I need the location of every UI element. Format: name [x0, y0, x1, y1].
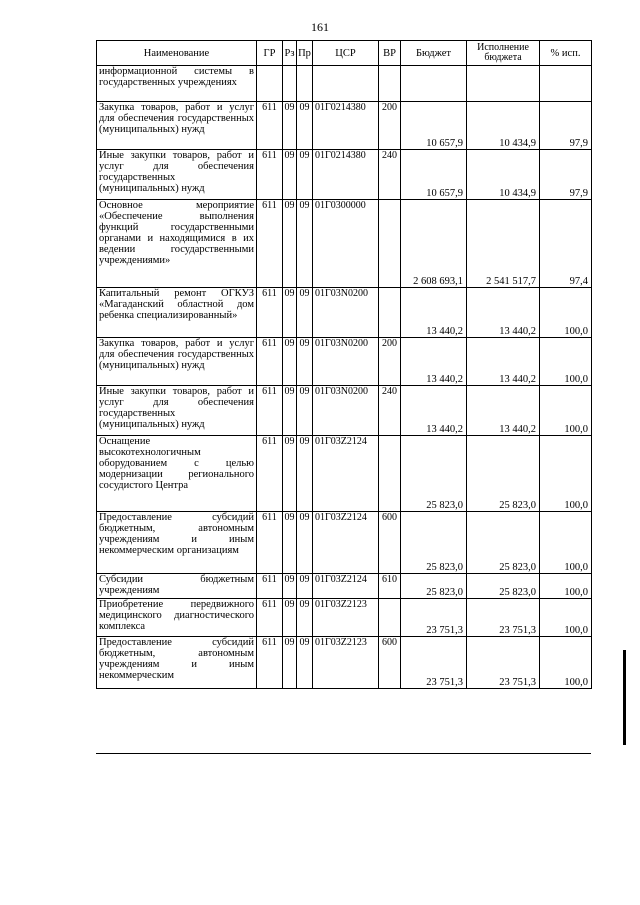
row-percent: 100,0	[540, 637, 592, 689]
row-budget: 13 440,2	[401, 386, 467, 436]
row-gr: 611	[257, 637, 283, 689]
table-header-row	[97, 41, 592, 66]
row-rz: 09	[283, 150, 297, 200]
row-csr: 01Г03Z2124	[313, 436, 379, 512]
header-percent: % исп.	[540, 41, 592, 66]
row-vr	[379, 288, 401, 338]
row-csr: 01Г03N0200	[313, 386, 379, 436]
row-name: Иные закупки товаров, работ и услуг для обеспечения государственных (муниципальных) нужд	[97, 386, 257, 436]
row-budget: 13 440,2	[401, 288, 467, 338]
row-rz: 09	[283, 574, 297, 599]
row-gr: 611	[257, 386, 283, 436]
row-execution: 23 751,3	[467, 637, 540, 689]
row-pr: 09	[297, 637, 313, 689]
row-budget: 25 823,0	[401, 574, 467, 599]
row-budget	[401, 66, 467, 102]
row-csr: 01Г03Z2124	[313, 512, 379, 574]
row-execution: 10 434,9	[467, 102, 540, 150]
row-percent	[540, 66, 592, 102]
row-pr: 09	[297, 386, 313, 436]
row-gr: 611	[257, 102, 283, 150]
table-row	[97, 150, 592, 200]
row-name: Иные закупки товаров, работ и услуг для обеспечения государственных (муниципальных) нужд	[97, 150, 257, 200]
row-execution: 10 434,9	[467, 150, 540, 200]
row-vr	[379, 200, 401, 288]
table-row	[97, 599, 592, 637]
row-percent: 100,0	[540, 574, 592, 599]
row-pr	[297, 66, 313, 102]
header-gr: ГР	[257, 41, 283, 66]
row-percent: 100,0	[540, 512, 592, 574]
row-execution: 25 823,0	[467, 574, 540, 599]
row-pr: 09	[297, 512, 313, 574]
row-rz: 09	[283, 512, 297, 574]
row-percent: 97,9	[540, 102, 592, 150]
row-execution: 13 440,2	[467, 386, 540, 436]
row-name: Закупка товаров, работ и услуг для обеспечения государственных (муниципальных) нужд	[97, 102, 257, 150]
budget-table	[96, 40, 592, 689]
table-row	[97, 288, 592, 338]
row-gr: 611	[257, 288, 283, 338]
row-gr: 611	[257, 200, 283, 288]
row-name: Основное мероприятие «Обеспечение выполнения функций государственными органами и находящимися в их ведении государственными учреждениями»	[97, 200, 257, 288]
row-rz: 09	[283, 637, 297, 689]
table-row	[97, 66, 592, 102]
row-budget: 10 657,9	[401, 150, 467, 200]
row-name: Капитальный ремонт ОГКУЗ «Магаданский областной дом ребенка специализированный»	[97, 288, 257, 338]
row-rz: 09	[283, 386, 297, 436]
margin-mark	[623, 650, 626, 745]
row-gr: 611	[257, 599, 283, 637]
row-pr: 09	[297, 200, 313, 288]
row-gr: 611	[257, 150, 283, 200]
row-name: Оснащение высокотехнологичным оборудованием с целью модернизации регионального сосудистого Центра	[97, 436, 257, 512]
header-vr: ВР	[379, 41, 401, 66]
row-csr: 01Г03Z2123	[313, 637, 379, 689]
row-gr: 611	[257, 512, 283, 574]
row-vr	[379, 66, 401, 102]
row-name: Закупка товаров, работ и услуг для обеспечения государственных (муниципальных) нужд	[97, 338, 257, 386]
row-vr: 600	[379, 512, 401, 574]
row-pr: 09	[297, 574, 313, 599]
table-row	[97, 200, 592, 288]
row-rz: 09	[283, 288, 297, 338]
row-pr: 09	[297, 338, 313, 386]
row-gr: 611	[257, 338, 283, 386]
row-budget: 23 751,3	[401, 599, 467, 637]
row-budget: 25 823,0	[401, 512, 467, 574]
row-name: Субсидии бюджетным учреждениям	[97, 574, 257, 599]
row-rz: 09	[283, 436, 297, 512]
page-number: 161	[311, 20, 329, 34]
row-rz: 09	[283, 200, 297, 288]
row-rz	[283, 66, 297, 102]
row-vr: 200	[379, 102, 401, 150]
row-pr: 09	[297, 150, 313, 200]
row-percent: 100,0	[540, 386, 592, 436]
row-pr: 09	[297, 436, 313, 512]
row-vr: 240	[379, 150, 401, 200]
row-execution: 13 440,2	[467, 288, 540, 338]
row-csr: 01Г0214380	[313, 102, 379, 150]
row-name: Приобретение передвижного медицинского диагностического комплекса	[97, 599, 257, 637]
row-vr: 600	[379, 637, 401, 689]
row-vr: 610	[379, 574, 401, 599]
bottom-rule	[96, 753, 591, 754]
header-budget: Бюджет	[401, 41, 467, 66]
row-name: информационной системы в государственных учреждениях	[97, 66, 257, 102]
row-csr: 01Г03N0200	[313, 288, 379, 338]
header-csr: ЦСР	[313, 41, 379, 66]
row-csr: 01Г0214380	[313, 150, 379, 200]
row-percent: 100,0	[540, 436, 592, 512]
row-budget: 13 440,2	[401, 338, 467, 386]
row-vr	[379, 436, 401, 512]
row-csr: 01Г0300000	[313, 200, 379, 288]
row-pr: 09	[297, 102, 313, 150]
row-execution: 13 440,2	[467, 338, 540, 386]
header-rz: Рз	[283, 41, 297, 66]
row-name: Предоставление субсидий бюджетным, автономным учреждениям и иным некоммерческим организациям	[97, 512, 257, 574]
row-percent: 97,9	[540, 150, 592, 200]
row-budget: 2 608 693,1	[401, 200, 467, 288]
row-gr: 611	[257, 436, 283, 512]
header-name: Наименование	[97, 41, 257, 66]
row-name: Предоставление субсидий бюджетным, автономным учреждениям и иным некоммерческим	[97, 637, 257, 689]
row-percent: 97,4	[540, 200, 592, 288]
table-row	[97, 338, 592, 386]
row-rz: 09	[283, 599, 297, 637]
row-execution: 25 823,0	[467, 436, 540, 512]
row-csr	[313, 66, 379, 102]
table-row	[97, 436, 592, 512]
table-row	[97, 574, 592, 599]
row-pr: 09	[297, 288, 313, 338]
table-row	[97, 637, 592, 689]
row-vr	[379, 599, 401, 637]
row-gr	[257, 66, 283, 102]
row-execution: 23 751,3	[467, 599, 540, 637]
row-rz: 09	[283, 338, 297, 386]
header-pr: Пр	[297, 41, 313, 66]
row-csr: 01Г03Z2123	[313, 599, 379, 637]
row-percent: 100,0	[540, 338, 592, 386]
row-vr: 200	[379, 338, 401, 386]
table-row	[97, 512, 592, 574]
row-budget: 10 657,9	[401, 102, 467, 150]
row-rz: 09	[283, 102, 297, 150]
row-budget: 23 751,3	[401, 637, 467, 689]
row-csr: 01Г03N0200	[313, 338, 379, 386]
table-row	[97, 386, 592, 436]
row-execution: 25 823,0	[467, 512, 540, 574]
row-gr: 611	[257, 574, 283, 599]
row-percent: 100,0	[540, 288, 592, 338]
row-csr: 01Г03Z2124	[313, 574, 379, 599]
row-pr: 09	[297, 599, 313, 637]
table-row	[97, 102, 592, 150]
row-vr: 240	[379, 386, 401, 436]
row-budget: 25 823,0	[401, 436, 467, 512]
row-execution: 2 541 517,7	[467, 200, 540, 288]
header-execution: Исполнение бюджета	[467, 41, 540, 66]
row-execution	[467, 66, 540, 102]
row-percent: 100,0	[540, 599, 592, 637]
table-body	[97, 66, 592, 689]
